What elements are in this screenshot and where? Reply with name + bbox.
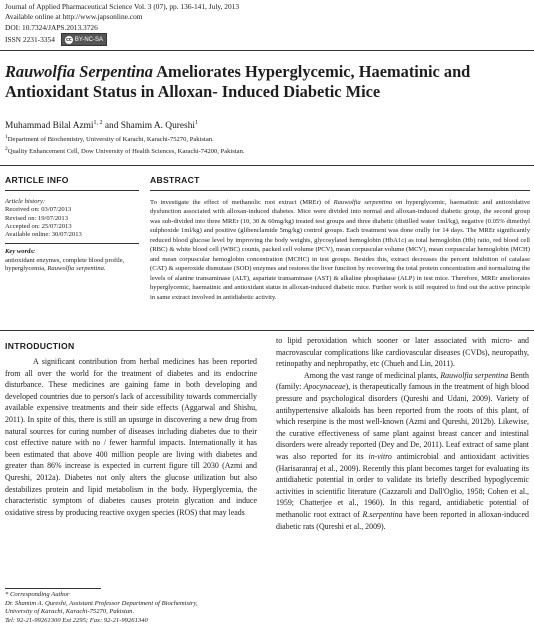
affiliations — [5, 133, 245, 156]
received-date: Received on: 03/07/2013 — [5, 206, 72, 214]
footnote-contact: Tel: 92-21-99261300 Ext 2295; Fax: 92-21-99261340 — [5, 616, 148, 624]
cc-license-badge[interactable] — [61, 33, 107, 46]
author-1-affil: 1, 2 — [93, 120, 103, 126]
journal-citation: Journal of Applied Pharmaceutical Science Vol. 3 (07), pp. 136-141, July, 2013 — [5, 2, 240, 11]
keywords-label: Key words: — [5, 248, 36, 256]
intro-paragraph-2: to lipid peroxidation which sooner or later associated with micro- and macrovascular complications like cardiovascular diseases (CVDs), neuropathy, retinopathy and nephropathy, etc (Chueh and Lin, 2011). — [276, 336, 529, 369]
header-divider — [0, 50, 534, 51]
history-label: Article history: — [5, 198, 46, 205]
affiliation-1: $^1$Department of Biochemistry, University of Karachi, Karachi-75270, Pakistan. — [5, 134, 214, 144]
introduction-heading: INTRODUCTION — [5, 341, 75, 351]
journal-header — [5, 2, 239, 33]
cc-icon: cc — [66, 36, 72, 43]
intro-paragraph-3: Among the vast range of medicinal plants, Rauwolfia serpentina Benth (family: Apocynaceae), is therapeutically famous in the treatment of high blood pressure and psychological disorders (Qureshi and Udani, 2009). Variety of antihypertensive alkaloids has been reported from the roots of this plant, of which reserpine is the most well-known (Azmi and Qureshi, 2012b). Likewise, the curative effectiveness of same plant against breast cancer and intestinal disorders were already reported (Dey and De, 2011). Leaf extract of same plant was also reported for its in-vitro antimicrobial and antioxidant activities (Harisaranraj et al., 2009). Recently this plant becomes target for evaluating its antidiabetic potential in order to validate its briefly described hypoglycemic activities in scientific literature (Cazzaroli and Dall'Oglio, 1958; Cohen et al., 1959; Chatterjee et al., 1960). In this regard, antidiabetic potential of methanolic root extract of R.serpentina have been reported in alloxan-induced diabetic rats (Qureshi et al., 2009). — [276, 370, 530, 531]
keywords: antioxidant enzymes, complete blood profile, hyperglycemia, Rauwolfia serpentina. — [5, 256, 125, 273]
article-info-box — [5, 175, 139, 191]
info-top-divider — [0, 165, 534, 166]
article-title — [5, 62, 529, 102]
license-label: BY-NC-SA — [74, 36, 104, 43]
corresponding-author-footnote — [5, 591, 265, 625]
accepted-date: Accepted on: 25/07/2013 — [5, 222, 72, 230]
keywords-divider — [5, 243, 139, 244]
intro-left-column — [5, 356, 257, 518]
footnote-address: University of Karachi, Karachi-75270, Pakistan. — [5, 608, 135, 616]
abstract-body: To investigate the effect of methanolic root extract (MREr) of Rauwolfia serpentina on hyperglycemic, haematinic and antioxidative dysfunction associated with alloxan-induced diabetes. Mice were divided into normal and alloxan-induced diabetic group, the second group was sub-divided into three MREr (10, 30 & 60mg/kg) treated test groups and three diabetic (distilled water 1ml/kg), negative (0.05% dimethyl sulphoxide 1ml/kg) and positive (glibenclamide 5mg/kg) control groups. Each treatment was done orally for 14 days. The MREr significantly reduced blood glucose level by improving the body weights, glycosylated hemoglobin (HbA1c) as total hemoglobin (Hb) ratio, red blood cell (RBC) & white blood cell (WBC) counts, packed cell volume (PCV), mean corpuscular volume (MCV), mean corpuscular hemoglobin (MCH) and mean corpuscular hemoglobin concentration (MCHC) in test groups. Besides this, extract decreases the percent inhibition of catalase (CAT) & superoxide dismutase (SOD) enzymes and restores the liver function by recovering the total protein concentration and normalizing the levels of alanine transaminase (ALT), aspartate transaminase (AST) & alkaline phosphatase (ALP) in test mice. Therefore, MREr ameliorates hyperglycemic, haematinic and antioxidant status in alloxan-induced diabetic mice. Further work is still required to find out the active principle in same extract involved in antidiabetic activity. — [150, 199, 531, 301]
issn-row — [5, 33, 107, 46]
doi[interactable]: DOI: 10.7324/JAPS.2013.3726 — [5, 22, 98, 32]
issn: ISSN 2231-3354 — [5, 35, 55, 44]
article-history — [5, 198, 139, 273]
footnote-label: * Corresponding Author — [5, 591, 70, 598]
author-line — [5, 120, 198, 131]
intro-right-column — [276, 335, 529, 532]
author-and: and — [104, 121, 119, 132]
abstract-header — [150, 175, 530, 191]
intro-paragraph-1: A significant contribution from herbal medicines has been reported from all over the world for the treatment of diabetes and its endocrine disturbance. These medicines are gaining fame in both developing and developed countries due to person's lack of accessibility towards commercially available expensive treatments and their side effects (Aggarwal and Shishu, 2011). In spite of this, there is still an upsurge in discovering a new drug from natural sources for curing number of diseases including diabetes due to their cost effective nature with no / fewer harmful impacts. Internationally it has been estimated that above 400 million people are living with diabetes and greater than 86% increase is expected in current figure till 2030 (Azmi and Qureshi, 2012a). Diabetes not only alters the glucose utilization but also destabilizes protein and lipid metabolism in the body. Hyperglycemia, the characteristic symptom of diabetes causes protein glycation and induce oxidative stress by producing reactive oxygen species (ROS) that may leads — [5, 357, 257, 517]
author-2-affil: 1 — [194, 120, 198, 126]
title-rest: Ameliorates Hyperglycemic, Haematinic and Antioxidant Status in Alloxan- Induced Diabetic Mice — [5, 62, 471, 101]
revised-date: Revised on: 19/07/2013 — [5, 214, 69, 222]
footnote-divider — [5, 588, 101, 589]
footnote-author: Dr. Shamim A. Qureshi, Assistant Professor Department of Biochemistry, — [5, 599, 198, 607]
author-1: Muhammad Bilal Azmi — [5, 121, 94, 132]
article-info-divider — [5, 190, 139, 191]
abstract-bottom-divider — [0, 330, 534, 331]
title-species: Rauwolfia Serpentina — [5, 62, 154, 81]
journal-url[interactable]: Available online at http://www.japsonline.com — [5, 12, 143, 22]
author-2: Shamim A. Qureshi — [120, 121, 195, 132]
affiliation-2: $^2$Quality Enhancement Cell, Dow University of Health Sciences, Karachi-74200, Pakistan. — [5, 145, 245, 155]
abstract-divider — [150, 190, 530, 191]
article-info-heading: ARTICLE INFO — [5, 175, 69, 185]
online-date: Available online: 30/07/2013 — [5, 231, 82, 239]
abstract-heading: ABSTRACT — [150, 175, 200, 185]
